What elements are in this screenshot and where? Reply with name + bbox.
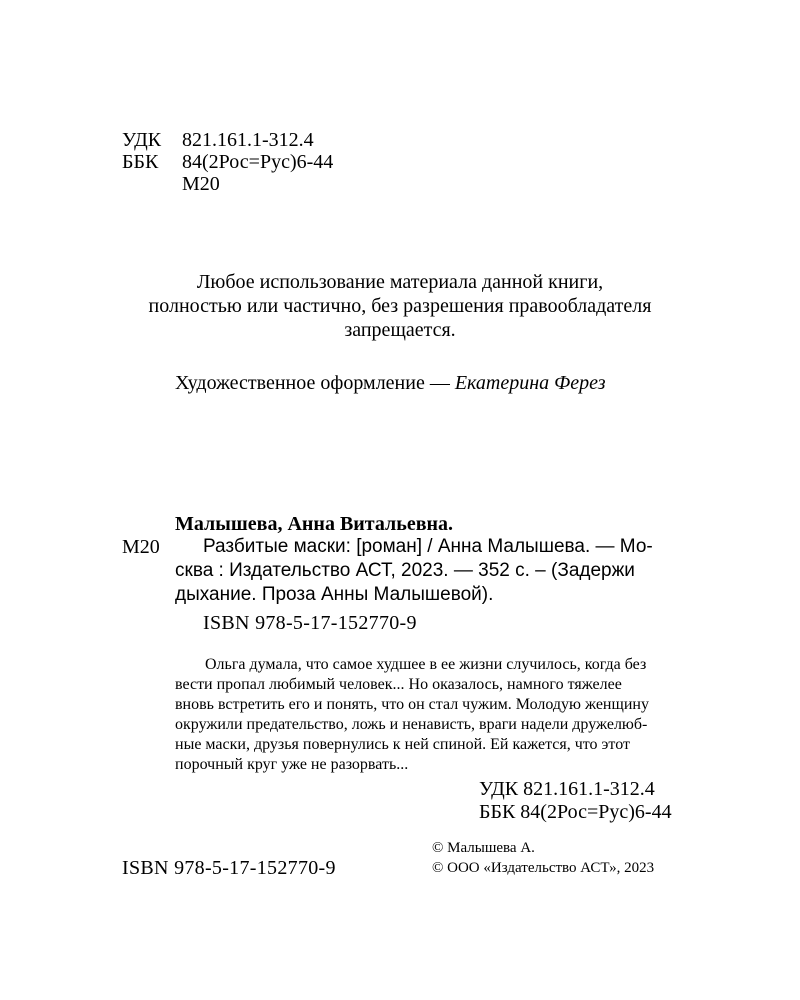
classification-block: [122, 129, 333, 195]
udk-row: [122, 129, 333, 151]
annotation-line: вести пропал любимый человек... Но оказалось, намного тяжелее: [175, 676, 622, 693]
annotation-line: окружили предательство, ложь и ненависть, враги надели дружелюб-: [175, 716, 648, 733]
udk-value: 821.161.1-312.4: [182, 129, 314, 151]
card-line: Разбитые маски: [роман] / Анна Малышева. — Мо-: [203, 536, 653, 557]
copyright-notice: [0, 270, 800, 342]
bbk-value: 84(2Рос=Рус)6-44: [182, 151, 334, 173]
notice-line: полностью или частично, без разрешения правообладателя: [148, 295, 652, 317]
annotation-line: порочный круг уже не разорвать...: [175, 756, 409, 773]
card-line: дыхание. Проза Анны Малышевой).: [175, 584, 494, 605]
copyright-publisher: © ООО «Издательство АСТ», 2023: [432, 860, 655, 876]
bottom-classification: [479, 778, 672, 824]
card-mark: М20: [122, 536, 160, 558]
art-design-credit: [175, 372, 606, 395]
art-design-artist: Екатерина Ферез: [454, 372, 606, 394]
catalog-card: [122, 535, 722, 607]
notice-line: запрещается.: [344, 319, 456, 341]
bbk-row: [122, 151, 333, 173]
annotation-line: Ольга думала, что самое худшее в ее жизни случилось, когда без: [205, 656, 647, 673]
annotation-line: вновь встретить его и понять, что он стал чужим. Молодую женщину: [175, 696, 649, 713]
annotation: [175, 655, 715, 775]
author-mark: М20: [182, 173, 220, 195]
bbk-label: ББК: [122, 151, 159, 173]
bottom-isbn: ISBN 978-5-17-152770-9: [122, 857, 336, 879]
card-line: сква : Издательство АСТ, 2023. — 352 с. – (Задержи: [175, 560, 635, 581]
annotation-line: ные маски, друзья повернулись к ней спиной. Ей кажется, что этот: [175, 736, 630, 753]
udk-label: УДК: [122, 129, 162, 151]
card-author: Малышева, Анна Витальевна.: [175, 513, 454, 535]
bottom-udk: УДК 821.161.1-312.4: [479, 778, 655, 800]
card-body: [175, 535, 715, 607]
card-isbn: ISBN 978-5-17-152770-9: [203, 612, 417, 634]
copyright-author: © Малышева А.: [432, 840, 535, 856]
bottom-bbk: ББК 84(2Рос=Рус)6-44: [479, 801, 672, 823]
art-design-label: Художественное оформление —: [175, 372, 450, 394]
notice-line: Любое использование материала данной книги,: [196, 271, 604, 293]
